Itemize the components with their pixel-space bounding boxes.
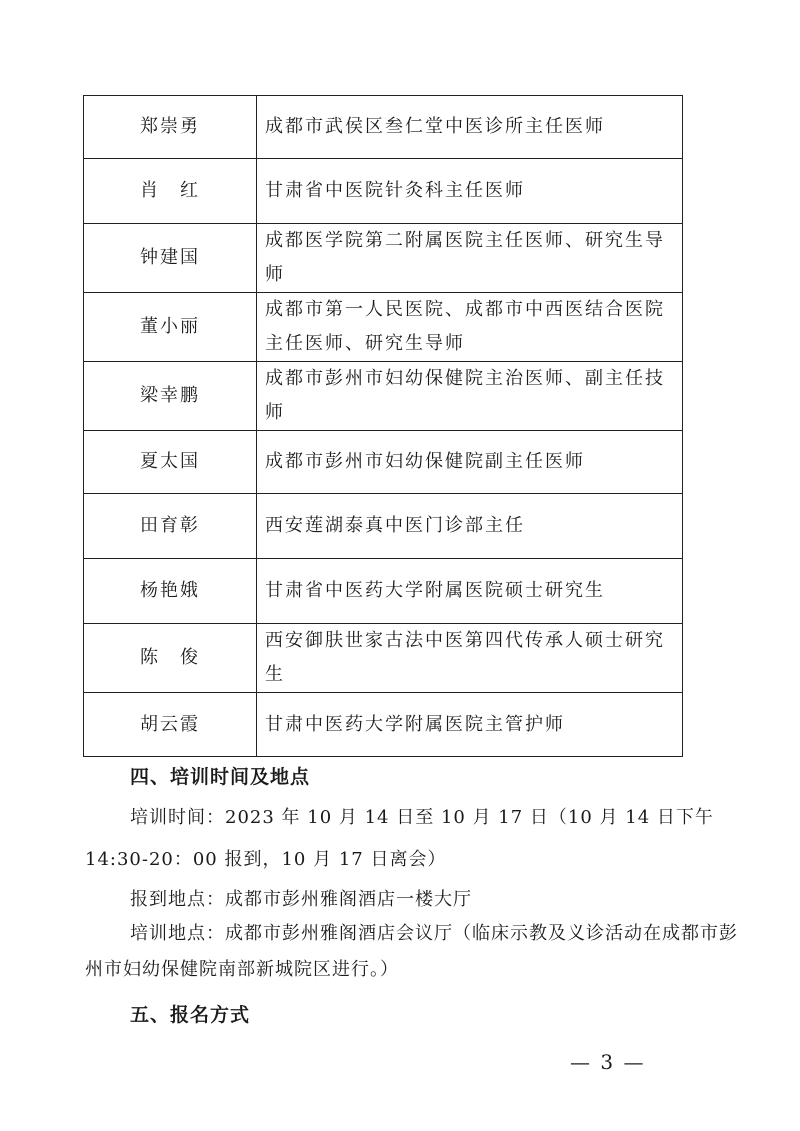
faculty-title: 成都市第一人民医院、成都市中西医结合医院主任医师、研究生导师 bbox=[257, 293, 683, 362]
faculty-title: 甘肃省中医药大学附属医院硕士研究生 bbox=[257, 559, 683, 624]
faculty-title: 西安莲湖泰真中医门诊部主任 bbox=[257, 494, 683, 559]
table-row bbox=[84, 559, 683, 624]
table-row bbox=[84, 362, 683, 431]
faculty-name: 田育彰 bbox=[84, 494, 257, 559]
faculty-title: 西安御肤世家古法中医第四代传承人硕士研究生 bbox=[257, 624, 683, 693]
section-heading-registration: 五、报名方式 bbox=[130, 1004, 251, 1026]
table-row bbox=[84, 693, 683, 757]
table-row bbox=[84, 96, 683, 159]
training-time-paragraph: 培训时间：2023 年 10 月 14 日至 10 月 17 日（10 月 14 日下午 14:30-20：00 报到，10 月 17 日离会） bbox=[85, 807, 714, 870]
table-row bbox=[84, 293, 683, 362]
faculty-name: 杨艳娥 bbox=[84, 559, 257, 624]
table-row bbox=[84, 431, 683, 494]
table-row bbox=[84, 624, 683, 693]
faculty-title: 成都医学院第二附属医院主任医师、研究生导师 bbox=[257, 224, 683, 293]
faculty-title: 成都市武侯区叁仁堂中医诊所主任医师 bbox=[257, 96, 683, 159]
faculty-name: 胡云霞 bbox=[84, 693, 257, 757]
faculty-name: 陈 俊 bbox=[84, 624, 257, 693]
faculty-title: 甘肃中医药大学附属医院主管护师 bbox=[257, 693, 683, 757]
faculty-title: 成都市彭州市妇幼保健院主治医师、副主任技师 bbox=[257, 362, 683, 431]
faculty-name: 肖 红 bbox=[84, 159, 257, 224]
page-number: — 3 — bbox=[570, 1050, 646, 1074]
table-row bbox=[84, 224, 683, 293]
table-row bbox=[84, 159, 683, 224]
checkin-location-paragraph: 报到地点：成都市彭州雅阁酒店一楼大厅 bbox=[130, 889, 472, 910]
training-location-paragraph: 培训地点：成都市彭州雅阁酒店会议厅（临床示教及义诊活动在成都市彭州市妇幼保健院南部新城院区进行。） bbox=[85, 923, 738, 980]
faculty-name: 郑崇勇 bbox=[84, 96, 257, 159]
faculty-name: 钟建国 bbox=[84, 224, 257, 293]
section-heading-training-time: 四、培训时间及地点 bbox=[130, 766, 311, 788]
faculty-name: 董小丽 bbox=[84, 293, 257, 362]
faculty-name: 夏太国 bbox=[84, 431, 257, 494]
faculty-title: 成都市彭州市妇幼保健院副主任医师 bbox=[257, 431, 683, 494]
faculty-name: 梁幸鹏 bbox=[84, 362, 257, 431]
table-row bbox=[84, 494, 683, 559]
faculty-title: 甘肃省中医院针灸科主任医师 bbox=[257, 159, 683, 224]
faculty-table bbox=[83, 95, 683, 757]
